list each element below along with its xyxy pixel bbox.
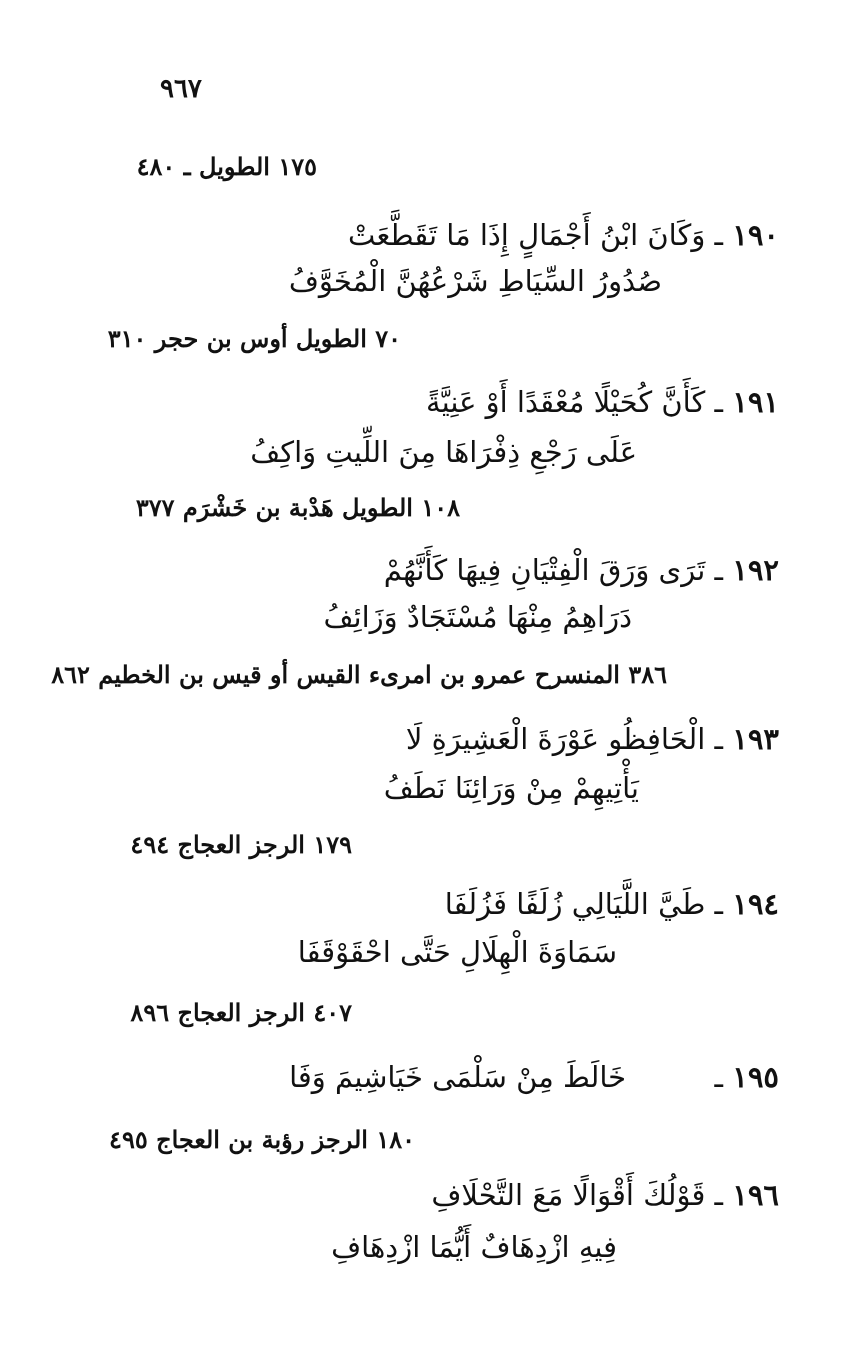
verse-dash: ـ: [705, 1178, 724, 1212]
verse-hemistich-2: صُدُورُ السِّيَاطِ شَرْعُهُنَّ الْمُخَوَّفُ: [288, 264, 662, 298]
verse-hemistich-2: عَلَى رَجْعِ ذِفْرَاهَا مِنَ اللِّيتِ وَاكِفُ: [250, 435, 637, 469]
source-citation: ١٨٠ الرجز رؤبة بن العجاج ٤٩٥: [109, 1125, 415, 1154]
verse-hemistich-1: تَرَى وَرَقَ الْفِتْيَانِ فِيهَا كَأَنَّهُمْ: [383, 553, 706, 587]
verse-hemistich-1: وَكَانَ ابْنُ أَجْمَالٍ إِذَا مَا تَقَطَّعَتْ: [348, 218, 706, 252]
verse-line-first: [426, 385, 779, 419]
source-citation: ٣٨٦ المنسرح عمرو بن امرىء القيس أو قيس بن الخطيم ٨٦٢: [51, 660, 667, 689]
verse-dash: ـ: [705, 385, 724, 419]
verse-number: ١٩٤: [732, 887, 779, 921]
verse-number: ١٩٢: [732, 553, 779, 587]
verse-dash: ـ: [705, 887, 724, 921]
verse-number: ١٩٠: [732, 218, 779, 252]
verse-line-first: [289, 1060, 779, 1094]
verse-line-first: [445, 887, 779, 921]
verse-dash: ـ: [705, 722, 724, 756]
verse-number: ١٩٦: [732, 1178, 779, 1212]
verse-line-first: [384, 553, 779, 587]
source-citation: ١٧٥ الطويل ـ ٤٨٠: [136, 152, 317, 181]
source-citation: ٤٠٧ الرجز العجاج ٨٩٦: [130, 998, 352, 1027]
source-citation: ١٠٨ الطويل هَدْبة بن خَشْرَم ٣٧٧: [135, 493, 460, 522]
source-citation: ١٧٩ الرجز العجاج ٤٩٤: [130, 830, 352, 859]
verse-number: ١٩٥: [732, 1060, 779, 1094]
verse-hemistich-1: طَيَّ اللَّيَالِي زُلَفًا فَزُلَفَا: [444, 887, 706, 921]
verse-line-first: [348, 218, 779, 252]
verse-dash: ـ: [705, 218, 724, 252]
verse-number: ١٩٣: [732, 722, 779, 756]
verse-number: ١٩١: [732, 385, 779, 419]
verse-hemistich-2: سَمَاوَةَ الْهِلَالِ حَتَّى احْقَوْقَفَا: [297, 935, 617, 969]
verse-hemistich-1: قَوْلُكَ أَقْوَالًا مَعَ التَّحْلَافِ: [431, 1178, 706, 1212]
verse-hemistich-1: الْحَافِظُو عَوْرَةَ الْعَشِيرَةِ لَا: [405, 722, 706, 756]
source-citation: ٧٠ الطويل أوس بن حجر ٣١٠: [107, 324, 401, 353]
verse-hemistich-2: دَرَاهِمُ مِنْهَا مُسْتَجَادٌ وَزَائِفُ: [323, 600, 632, 634]
verse-line-first: [406, 722, 779, 756]
verse-dash: ـ: [705, 553, 724, 587]
verse-hemistich-2: يَأْتِيهِمْ مِنْ وَرَائِنَا نَطَفُ: [383, 771, 639, 805]
page-number: ٩٦٧: [160, 74, 202, 104]
verse-hemistich-1: كَأَنَّ كُحَيْلًا مُعْقَدًا أَوْ عَنِيَّةً: [426, 385, 706, 419]
verse-hemistich-2: فِيهِ ازْدِهَافٌ أَيُّمَا ازْدِهَافِ: [331, 1230, 617, 1264]
verse-line-first: [431, 1178, 779, 1212]
verse-hemistich-1: خَالَطَ مِنْ سَلْمَى خَيَاشِيمَ وَفَا: [289, 1060, 627, 1094]
verse-dash: ـ: [705, 1060, 724, 1094]
